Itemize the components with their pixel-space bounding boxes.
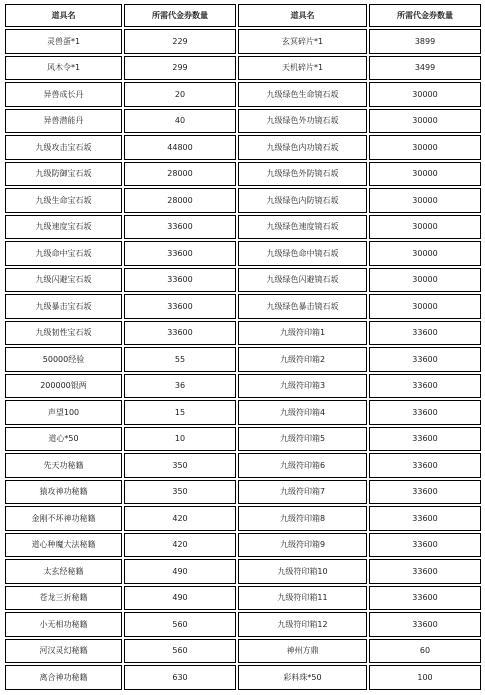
- voucher-count-cell: 229: [124, 29, 236, 54]
- table-row: [5, 294, 481, 319]
- table-row: [5, 56, 481, 81]
- voucher-count-cell: 490: [124, 586, 236, 611]
- header-voucher-count: 所需代金券数量: [369, 4, 481, 27]
- item-name-cell: 九级符印箱4: [238, 400, 367, 425]
- voucher-count-cell: 30000: [369, 215, 481, 240]
- item-name-cell: 九级绿色暴击镜石坂: [238, 294, 367, 319]
- item-name-cell: 九级绿色闪避镜石坂: [238, 268, 367, 293]
- voucher-count-cell: 15: [124, 400, 236, 425]
- header-item-name: 道具名: [238, 4, 367, 27]
- item-name-cell: 九级绿色外功镜石坂: [238, 109, 367, 134]
- voucher-count-cell: 30000: [369, 188, 481, 213]
- item-name-cell: 九级绿色外防镜石坂: [238, 162, 367, 187]
- item-name-cell: 九级绿色内功镜石坂: [238, 135, 367, 160]
- table-header-row: [5, 4, 481, 27]
- voucher-count-cell: 33600: [124, 215, 236, 240]
- voucher-count-cell: 33600: [369, 400, 481, 425]
- voucher-count-cell: 420: [124, 533, 236, 558]
- voucher-count-cell: 10: [124, 427, 236, 452]
- item-name-cell: 九级符印箱10: [238, 559, 367, 584]
- item-name-cell: 玄冥碎片*1: [238, 29, 367, 54]
- voucher-count-cell: 33600: [369, 533, 481, 558]
- item-name-cell: 异兽成长丹: [5, 82, 122, 107]
- item-name-cell: 猿攻神功秘籍: [5, 480, 122, 505]
- item-name-cell: 河汉灵幻秘籍: [5, 639, 122, 664]
- item-name-cell: 九级符印箱7: [238, 480, 367, 505]
- table-row: [5, 82, 481, 107]
- item-name-cell: 九级符印箱8: [238, 506, 367, 531]
- table-row: [5, 135, 481, 160]
- item-name-cell: 九级速度宝石坂: [5, 215, 122, 240]
- header-item-name: 道具名: [5, 4, 122, 27]
- voucher-count-cell: 33600: [369, 453, 481, 478]
- item-name-cell: 九级绿色速度镜石坂: [238, 215, 367, 240]
- table-row: [5, 321, 481, 346]
- item-name-cell: 九级生命宝石坂: [5, 188, 122, 213]
- voucher-count-cell: 33600: [124, 321, 236, 346]
- voucher-count-cell: 30000: [369, 268, 481, 293]
- table-row: [5, 109, 481, 134]
- voucher-count-cell: 33600: [369, 480, 481, 505]
- item-name-cell: 神州方鼎: [238, 639, 367, 664]
- voucher-count-cell: 30000: [369, 162, 481, 187]
- voucher-count-cell: 3499: [369, 56, 481, 81]
- item-name-cell: 九级符印箱2: [238, 347, 367, 372]
- item-name-cell: 金刚不坏神功秘籍: [5, 506, 122, 531]
- item-name-cell: 九级防御宝石坂: [5, 162, 122, 187]
- voucher-count-cell: 28000: [124, 188, 236, 213]
- table-row: [5, 29, 481, 54]
- item-name-cell: 天机碎片*1: [238, 56, 367, 81]
- table-row: [5, 586, 481, 611]
- item-name-cell: 九级绿色命中镜石坂: [238, 241, 367, 266]
- voucher-count-cell: 560: [124, 612, 236, 637]
- item-name-cell: 九级韧性宝石坂: [5, 321, 122, 346]
- table-row: [5, 241, 481, 266]
- table-row: [5, 188, 481, 213]
- item-name-cell: 九级符印箱9: [238, 533, 367, 558]
- table-row: [5, 559, 481, 584]
- voucher-count-cell: 36: [124, 374, 236, 399]
- item-name-cell: 九级攻击宝石坂: [5, 135, 122, 160]
- voucher-count-cell: 350: [124, 480, 236, 505]
- item-name-cell: 九级暴击宝石坂: [5, 294, 122, 319]
- item-name-cell: 风木令*1: [5, 56, 122, 81]
- item-name-cell: 苍龙三折秘籍: [5, 586, 122, 611]
- voucher-count-cell: 40: [124, 109, 236, 134]
- voucher-count-cell: 30000: [369, 82, 481, 107]
- voucher-count-cell: 350: [124, 453, 236, 478]
- voucher-count-cell: 60: [369, 639, 481, 664]
- item-name-cell: 200000银两: [5, 374, 122, 399]
- voucher-count-cell: 30000: [369, 241, 481, 266]
- table-row: [5, 533, 481, 558]
- reward-table-container: [3, 2, 483, 692]
- item-name-cell: 先天功秘籍: [5, 453, 122, 478]
- item-name-cell: 异兽潜能丹: [5, 109, 122, 134]
- voucher-count-cell: 28000: [124, 162, 236, 187]
- voucher-count-cell: 33600: [369, 374, 481, 399]
- voucher-count-cell: 44800: [124, 135, 236, 160]
- item-name-cell: 道心种魔大法秘籍: [5, 533, 122, 558]
- voucher-count-cell: 33600: [369, 612, 481, 637]
- table-row: [5, 453, 481, 478]
- voucher-count-cell: 33600: [369, 321, 481, 346]
- item-name-cell: 九级绿色生命镜石坂: [238, 82, 367, 107]
- voucher-count-cell: 33600: [124, 268, 236, 293]
- table-row: [5, 400, 481, 425]
- voucher-count-cell: 420: [124, 506, 236, 531]
- table-row: [5, 506, 481, 531]
- item-name-cell: 九级闪避宝石坂: [5, 268, 122, 293]
- item-name-cell: 声望100: [5, 400, 122, 425]
- table-row: [5, 665, 481, 690]
- voucher-count-cell: 33600: [369, 506, 481, 531]
- voucher-count-cell: 33600: [124, 294, 236, 319]
- voucher-count-cell: 20: [124, 82, 236, 107]
- reward-table: [3, 2, 483, 692]
- voucher-count-cell: 30000: [369, 135, 481, 160]
- voucher-count-cell: 299: [124, 56, 236, 81]
- item-name-cell: 九级命中宝石坂: [5, 241, 122, 266]
- voucher-count-cell: 630: [124, 665, 236, 690]
- item-name-cell: 九级符印箱3: [238, 374, 367, 399]
- item-name-cell: 离合神功秘籍: [5, 665, 122, 690]
- item-name-cell: 小无相功秘籍: [5, 612, 122, 637]
- table-row: [5, 374, 481, 399]
- table-row: [5, 480, 481, 505]
- item-name-cell: 九级符印箱11: [238, 586, 367, 611]
- table-body: [5, 29, 481, 690]
- table-row: [5, 427, 481, 452]
- voucher-count-cell: 33600: [369, 347, 481, 372]
- table-row: [5, 347, 481, 372]
- item-name-cell: 九级符印箱5: [238, 427, 367, 452]
- table-row: [5, 215, 481, 240]
- voucher-count-cell: 55: [124, 347, 236, 372]
- item-name-cell: 道心*50: [5, 427, 122, 452]
- voucher-count-cell: 100: [369, 665, 481, 690]
- item-name-cell: 九级符印箱1: [238, 321, 367, 346]
- table-row: [5, 612, 481, 637]
- table-row: [5, 162, 481, 187]
- table-row: [5, 268, 481, 293]
- voucher-count-cell: 560: [124, 639, 236, 664]
- voucher-count-cell: 30000: [369, 109, 481, 134]
- voucher-count-cell: 33600: [369, 586, 481, 611]
- item-name-cell: 九级绿色内防镜石坂: [238, 188, 367, 213]
- item-name-cell: 九级符印箱12: [238, 612, 367, 637]
- table-row: [5, 639, 481, 664]
- item-name-cell: 九级符印箱6: [238, 453, 367, 478]
- voucher-count-cell: 33600: [369, 427, 481, 452]
- voucher-count-cell: 490: [124, 559, 236, 584]
- item-name-cell: 50000经验: [5, 347, 122, 372]
- voucher-count-cell: 33600: [369, 559, 481, 584]
- voucher-count-cell: 33600: [124, 241, 236, 266]
- item-name-cell: 灵兽蛋*1: [5, 29, 122, 54]
- header-voucher-count: 所需代金券数量: [124, 4, 236, 27]
- voucher-count-cell: 3899: [369, 29, 481, 54]
- voucher-count-cell: 30000: [369, 294, 481, 319]
- item-name-cell: 太玄经秘籍: [5, 559, 122, 584]
- item-name-cell: 彩料珠*50: [238, 665, 367, 690]
